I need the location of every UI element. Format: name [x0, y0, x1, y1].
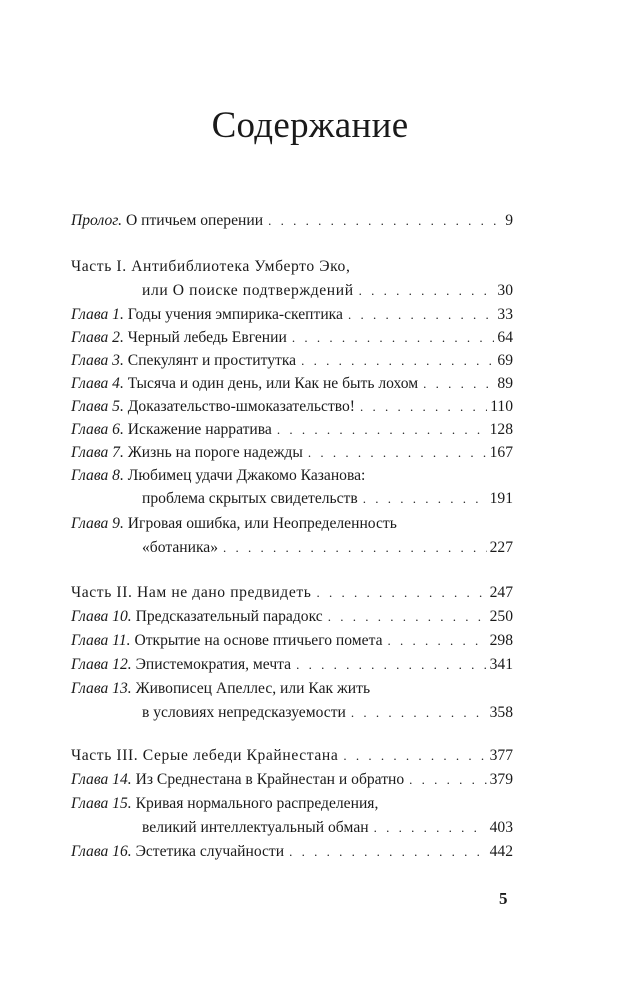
- toc-entry-page: 379: [489, 771, 513, 788]
- dot-leader: [328, 612, 487, 622]
- dot-leader: [360, 402, 487, 412]
- toc-entry-title-cont: проблема скрытых свидетельств: [142, 490, 358, 507]
- page-title: Содержание: [211, 105, 409, 146]
- toc-entry-page: 358: [489, 704, 513, 721]
- toc-part-3-heading[interactable]: [71, 742, 513, 766]
- toc-chapter-6[interactable]: [71, 416, 513, 440]
- toc-entry-page: 227: [489, 539, 513, 556]
- toc-chapter-7[interactable]: [71, 439, 513, 463]
- toc-entry-page: 341: [489, 656, 513, 673]
- dot-leader: [374, 823, 487, 833]
- toc-entry-page: 30: [497, 282, 513, 299]
- toc-part-title-cont: или О поиске подтверждений: [142, 282, 354, 299]
- toc-entry-page: 167: [489, 444, 513, 461]
- dot-leader: [301, 356, 494, 366]
- toc-entry-title: Игровая ошибка, или Неопределенность: [127, 515, 397, 532]
- toc-entry-title: Из Среднестана в Крайнестан и обратно: [135, 771, 405, 788]
- toc-entry-title: Искажение нарратива: [127, 421, 272, 438]
- dot-leader: [348, 310, 494, 320]
- toc-part-title: Часть III. Серые лебеди Крайнестана: [71, 747, 339, 764]
- toc-part-1-heading-cont[interactable]: [71, 277, 513, 301]
- toc-entry-title: Спекулянт и проститутка: [127, 352, 297, 369]
- dot-leader: [223, 543, 487, 553]
- toc-entry-page: 89: [497, 375, 513, 392]
- toc-chapter-15[interactable]: [71, 790, 513, 814]
- toc-entry-page: 9: [505, 212, 513, 229]
- toc-chapter-2[interactable]: [71, 324, 513, 348]
- toc-entry-page: 69: [497, 352, 513, 369]
- toc-chapter-9[interactable]: [71, 510, 513, 534]
- toc-entry-title: Тысяча и один день, или Как не быть лохом: [127, 375, 419, 392]
- toc-entry-label: Пролог.: [71, 212, 123, 229]
- toc-chapter-1[interactable]: [71, 301, 513, 325]
- toc-part-title: Часть I. Антибиблиотека Умберто Эко,: [71, 258, 351, 275]
- toc-entry-label: Глава 4.: [71, 375, 124, 392]
- toc-entry-label: Глава 7.: [71, 444, 124, 461]
- toc-chapter-12[interactable]: [71, 651, 513, 675]
- dot-leader: [423, 379, 494, 389]
- toc-entry-label: Глава 13.: [71, 680, 132, 697]
- toc-entry-page: 250: [489, 608, 513, 625]
- toc-chapter-9-cont[interactable]: [71, 534, 513, 558]
- toc-entry-page: 110: [490, 398, 513, 415]
- dot-leader: [409, 775, 486, 785]
- toc-chapter-14[interactable]: [71, 766, 513, 790]
- toc-chapter-15-cont[interactable]: [71, 814, 513, 838]
- toc-entry-page: 403: [489, 819, 513, 836]
- toc-entry-title-cont: «ботаника»: [142, 539, 218, 556]
- toc-chapter-11[interactable]: [71, 627, 513, 651]
- dot-leader: [363, 494, 487, 504]
- toc-entry-title: Эпистемократия, мечта: [135, 656, 292, 673]
- toc-entry-page: 191: [489, 490, 513, 507]
- toc-chapter-8[interactable]: [71, 462, 513, 486]
- dot-leader: [316, 588, 486, 598]
- toc-part-title: Часть II. Нам не дано предвидеть: [71, 584, 312, 601]
- toc-entry-label: Глава 14.: [71, 771, 132, 788]
- toc-entry-title: Открытие на основе птичьего помета: [134, 632, 383, 649]
- dot-leader: [308, 448, 487, 458]
- toc-entry-prologue[interactable]: [71, 207, 513, 231]
- toc-entry-title: Жизнь на пороге надежды: [127, 444, 303, 461]
- toc-entry-label: Глава 15.: [71, 795, 132, 812]
- toc-entry-title: Доказательство-шмоказательство!: [127, 398, 356, 415]
- dot-leader: [268, 216, 502, 226]
- dot-leader: [277, 425, 487, 435]
- dot-leader: [343, 751, 486, 761]
- toc-entry-page: 298: [489, 632, 513, 649]
- toc-entry-label: Глава 5.: [71, 398, 124, 415]
- toc-entry-title: Предсказательный парадокс: [135, 608, 323, 625]
- dot-leader: [388, 636, 487, 646]
- toc-entry-page: 33: [497, 306, 513, 323]
- toc-entry-label: Глава 1.: [71, 306, 124, 323]
- toc-entry-label: Глава 2.: [71, 329, 124, 346]
- toc-entry-label: Глава 12.: [71, 656, 132, 673]
- page-number: 5: [499, 889, 508, 908]
- dot-leader: [359, 286, 495, 296]
- dot-leader: [292, 333, 495, 343]
- toc-entry-label: Глава 11.: [71, 632, 131, 649]
- toc-entry-page: 442: [489, 843, 513, 860]
- toc-entry-title: Черный лебедь Евгении: [127, 329, 287, 346]
- toc-entry-label: Глава 8.: [71, 467, 124, 484]
- toc-chapter-13[interactable]: [71, 675, 513, 699]
- toc-entry-title: Любимец удачи Джакомо Казанова:: [127, 467, 366, 484]
- toc-chapter-3[interactable]: [71, 347, 513, 371]
- toc-part-2-heading[interactable]: [71, 579, 513, 603]
- toc-entry-label: Глава 16.: [71, 843, 132, 860]
- toc-entry-label: Глава 9.: [71, 515, 124, 532]
- toc-chapter-13-cont[interactable]: [71, 699, 513, 723]
- toc-entry-label: Глава 3.: [71, 352, 124, 369]
- toc-entry-title-cont: в условиях непредсказуемости: [142, 704, 346, 721]
- dot-leader: [296, 660, 487, 670]
- toc-entry-page: 128: [489, 421, 513, 438]
- toc-entry-page: 377: [489, 747, 513, 764]
- toc-entry-title-cont: великий интеллектуальный обман: [142, 819, 369, 836]
- toc-entry-title: О птичьем оперении: [125, 212, 264, 229]
- toc-entry-title: Живописец Апеллес, или Как жить: [135, 680, 371, 697]
- toc-entry-page: 64: [497, 329, 513, 346]
- toc-part-1-heading[interactable]: [71, 253, 513, 277]
- dot-leader: [351, 708, 487, 718]
- toc-chapter-5[interactable]: [71, 393, 513, 417]
- toc-entry-title: Кривая нормального распределения,: [135, 795, 379, 812]
- toc-entry-label: Глава 10.: [71, 608, 132, 625]
- toc-chapter-16[interactable]: [71, 838, 513, 862]
- toc-chapter-4[interactable]: [71, 370, 513, 394]
- dot-leader: [289, 847, 487, 857]
- toc-chapter-10[interactable]: [71, 603, 513, 627]
- toc-entry-title: Годы учения эмпирика-скептика: [127, 306, 343, 323]
- toc-entry-title: Эстетика случайности: [135, 843, 285, 860]
- toc-entry-page: 247: [489, 584, 513, 601]
- toc-chapter-8-cont[interactable]: [71, 485, 513, 509]
- toc-entry-label: Глава 6.: [71, 421, 124, 438]
